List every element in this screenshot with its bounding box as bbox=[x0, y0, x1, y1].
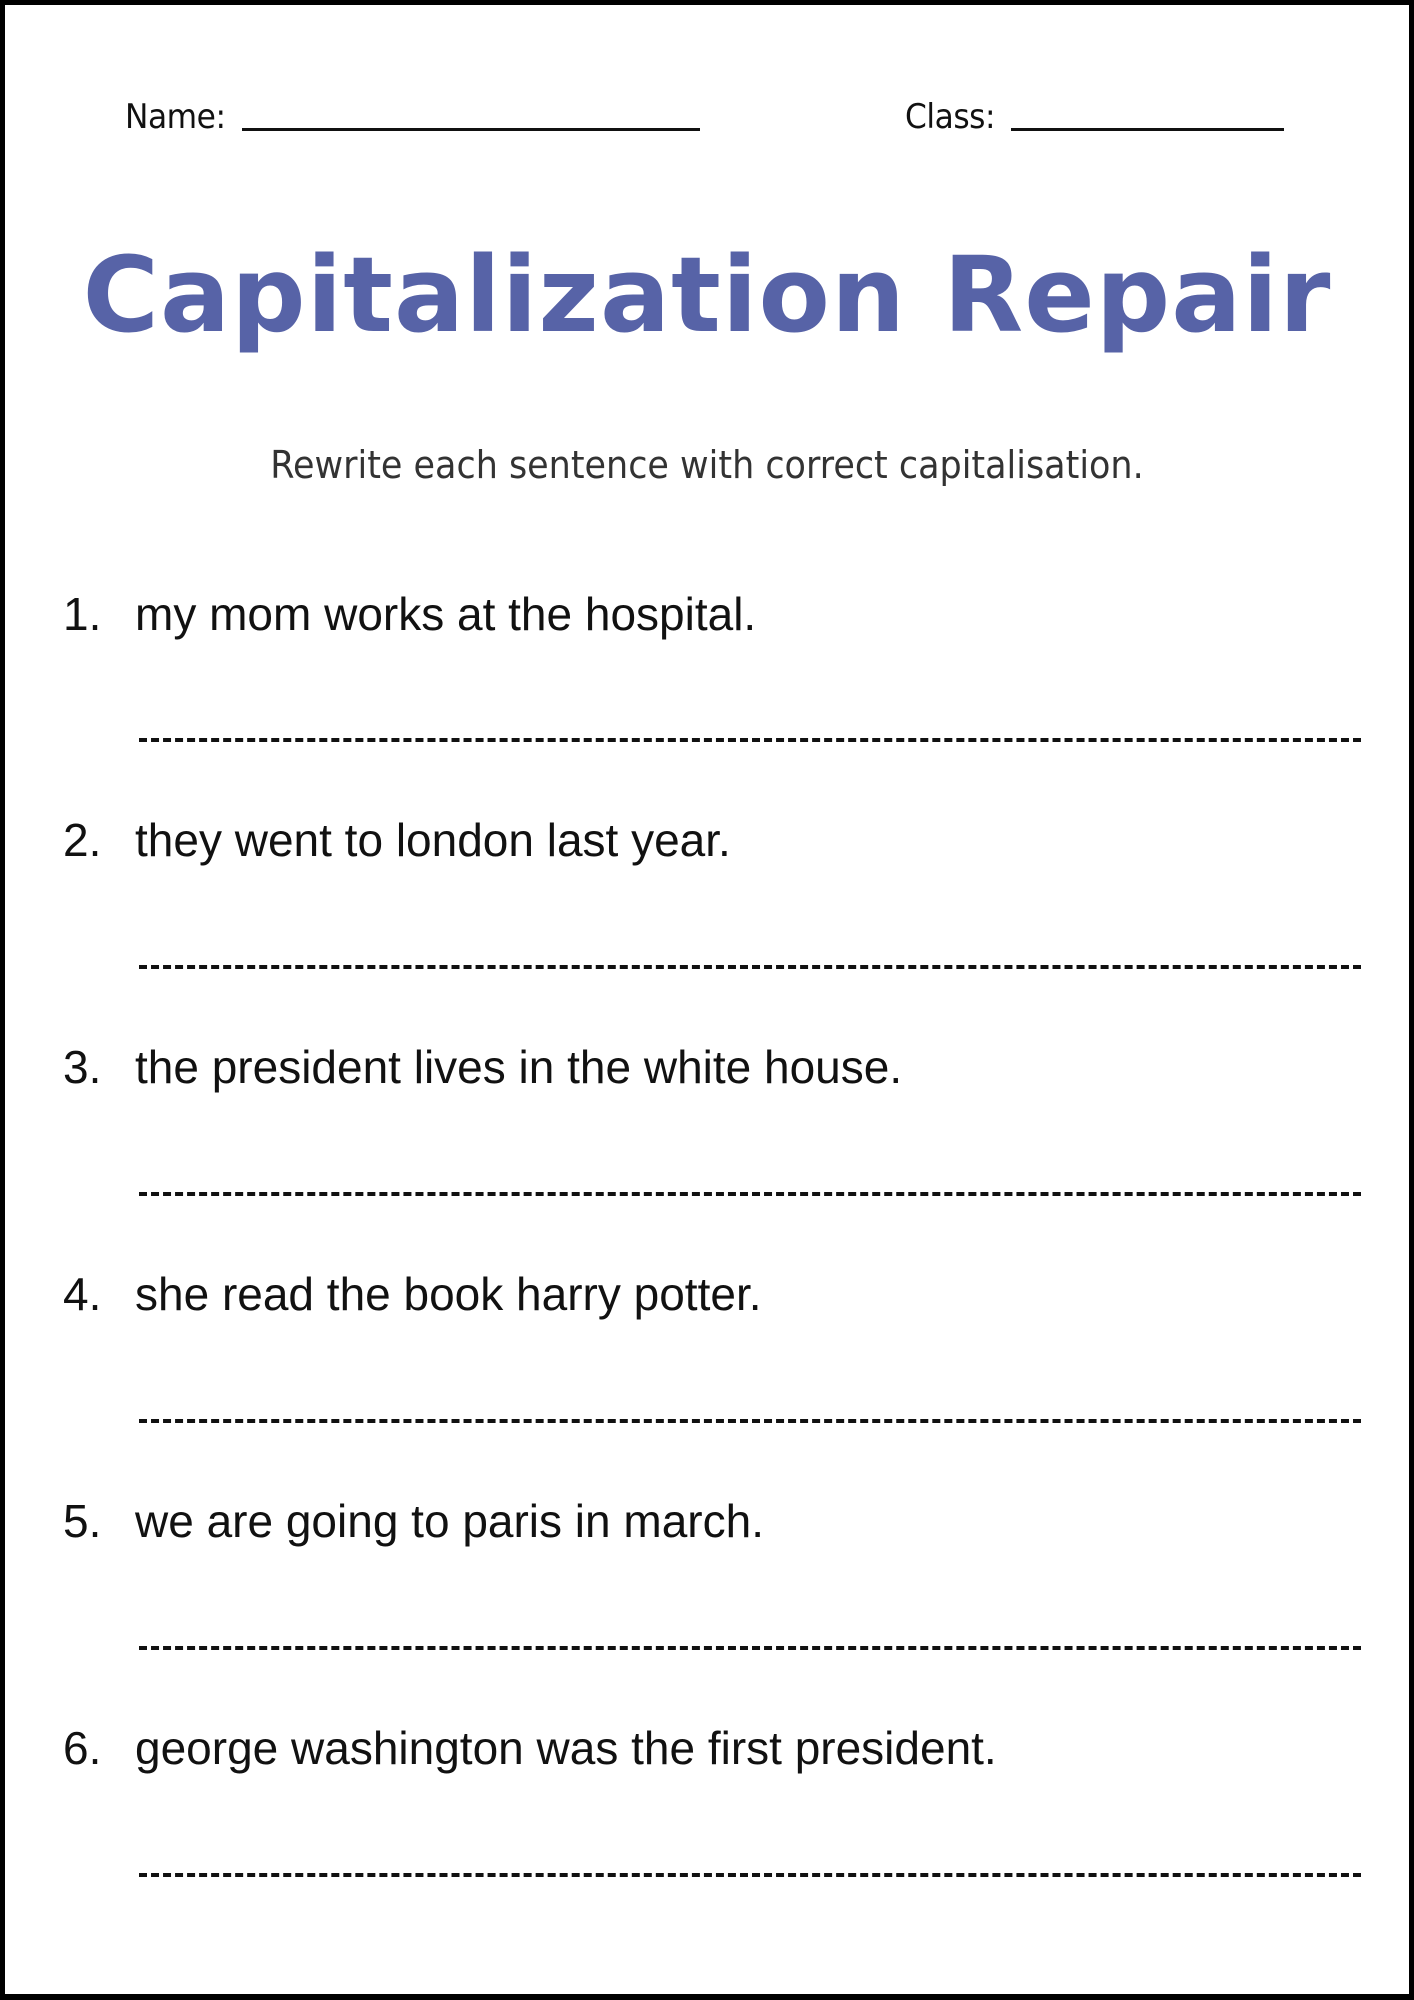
student-info-row bbox=[5, 97, 1409, 147]
name-blank-line[interactable] bbox=[242, 128, 700, 131]
page-title: Capitalization Repair bbox=[82, 234, 1332, 356]
question-text: they went to london last year. bbox=[135, 814, 731, 866]
class-field bbox=[905, 97, 1284, 137]
question-text: george washington was the first president. bbox=[135, 1722, 997, 1774]
answer-line[interactable] bbox=[139, 1646, 1361, 1650]
question-item bbox=[63, 1267, 762, 1321]
question-item bbox=[63, 1721, 997, 1775]
question-text: the president lives in the white house. bbox=[135, 1041, 903, 1093]
question-number: 1. bbox=[63, 588, 102, 640]
answer-line[interactable] bbox=[139, 1419, 1361, 1423]
question-text: my mom works at the hospital. bbox=[135, 588, 757, 640]
question-text: she read the book harry potter. bbox=[135, 1268, 762, 1320]
question-number: 2. bbox=[63, 814, 102, 866]
answer-line[interactable] bbox=[139, 965, 1361, 969]
question-number: 6. bbox=[63, 1722, 102, 1774]
question-number: 3. bbox=[63, 1041, 102, 1093]
answer-line[interactable] bbox=[139, 1192, 1361, 1196]
answer-line[interactable] bbox=[139, 738, 1361, 742]
question-item bbox=[63, 813, 731, 867]
question-number: 5. bbox=[63, 1495, 102, 1547]
class-label: Class: bbox=[905, 97, 996, 137]
name-field bbox=[125, 97, 700, 137]
answer-line[interactable] bbox=[139, 1873, 1361, 1877]
question-item bbox=[63, 1494, 764, 1548]
question-number: 4. bbox=[63, 1268, 102, 1320]
question-item bbox=[63, 587, 756, 641]
class-blank-line[interactable] bbox=[1011, 128, 1284, 131]
instructions: Rewrite each sentence with correct capitalisation. bbox=[270, 443, 1144, 487]
name-label: Name: bbox=[125, 97, 226, 137]
question-text: we are going to paris in march. bbox=[135, 1495, 764, 1547]
question-item bbox=[63, 1040, 902, 1094]
